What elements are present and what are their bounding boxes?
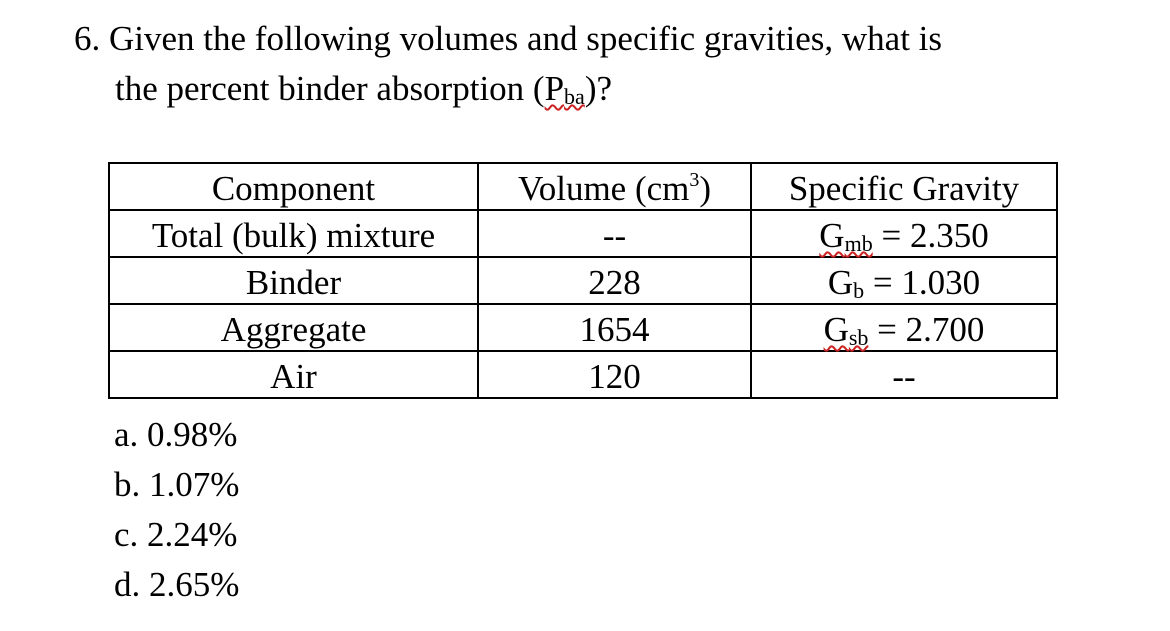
header-volume-prefix: Volume (cm bbox=[517, 169, 690, 208]
symbol-gmb-main: G bbox=[819, 216, 845, 255]
symbol-pba bbox=[545, 69, 585, 108]
symbol-gsb-sub: sb bbox=[848, 325, 869, 350]
header-volume-sup: 3 bbox=[689, 169, 700, 191]
cell-volume: 228 bbox=[478, 257, 751, 304]
header-volume-suffix: ) bbox=[699, 169, 712, 208]
symbol-gb bbox=[828, 263, 864, 302]
question-number: 6. bbox=[74, 19, 101, 58]
cell-gravity bbox=[751, 210, 1057, 257]
choice-c[interactable] bbox=[114, 510, 239, 560]
symbol-gsb bbox=[824, 310, 869, 349]
cell-component: Total (bulk) mixture bbox=[109, 210, 478, 257]
symbol-gmb bbox=[819, 216, 872, 255]
symbol-pba-main: P bbox=[544, 69, 565, 108]
cell-gravity: -- bbox=[751, 351, 1057, 398]
choice-d[interactable] bbox=[114, 560, 239, 610]
table-header-row bbox=[109, 163, 1057, 210]
choice-value: 1.07% bbox=[149, 465, 240, 504]
choice-letter: d. bbox=[114, 565, 141, 604]
answer-choices bbox=[114, 410, 239, 610]
table-row bbox=[109, 210, 1057, 257]
choice-letter: c. bbox=[114, 515, 139, 554]
cell-component: Air bbox=[109, 351, 478, 398]
gravity-value: = 2.350 bbox=[872, 216, 989, 255]
question-line-1 bbox=[74, 14, 1154, 64]
cell-component: Binder bbox=[109, 257, 478, 304]
table-row bbox=[109, 304, 1057, 351]
symbol-pba-sub: ba bbox=[564, 84, 585, 109]
gravity-value: = 1.030 bbox=[864, 263, 981, 302]
choice-letter: b. bbox=[114, 465, 141, 504]
gravity-value: = 2.700 bbox=[868, 310, 985, 349]
cell-volume: 120 bbox=[478, 351, 751, 398]
table-row bbox=[109, 351, 1057, 398]
cell-component: Aggregate bbox=[109, 304, 478, 351]
choice-value: 2.65% bbox=[149, 565, 240, 604]
cell-volume: 1654 bbox=[478, 304, 751, 351]
question-line-2-prefix: the percent binder absorption ( bbox=[115, 69, 545, 108]
symbol-gb-main: G bbox=[827, 263, 854, 302]
data-table bbox=[108, 162, 1058, 399]
choice-value: 2.24% bbox=[147, 515, 238, 554]
header-component: Component bbox=[109, 163, 478, 210]
choice-a[interactable] bbox=[114, 410, 239, 460]
cell-gravity bbox=[751, 257, 1057, 304]
question-line-2 bbox=[74, 64, 1154, 114]
question-line-2-suffix: )? bbox=[584, 69, 613, 108]
choice-letter: a. bbox=[114, 415, 139, 454]
question-text bbox=[74, 14, 1154, 114]
table-row bbox=[109, 257, 1057, 304]
cell-volume: -- bbox=[478, 210, 751, 257]
question-line-1-text: Given the following volumes and specific gravities, what is bbox=[109, 19, 943, 58]
symbol-gb-sub: b bbox=[853, 278, 865, 303]
symbol-gmb-sub: mb bbox=[844, 231, 873, 256]
header-gravity: Specific Gravity bbox=[751, 163, 1057, 210]
cell-gravity bbox=[751, 304, 1057, 351]
choice-b[interactable] bbox=[114, 460, 239, 510]
choice-value: 0.98% bbox=[147, 415, 238, 454]
symbol-gsb-main: G bbox=[823, 310, 849, 349]
header-volume bbox=[478, 163, 751, 210]
